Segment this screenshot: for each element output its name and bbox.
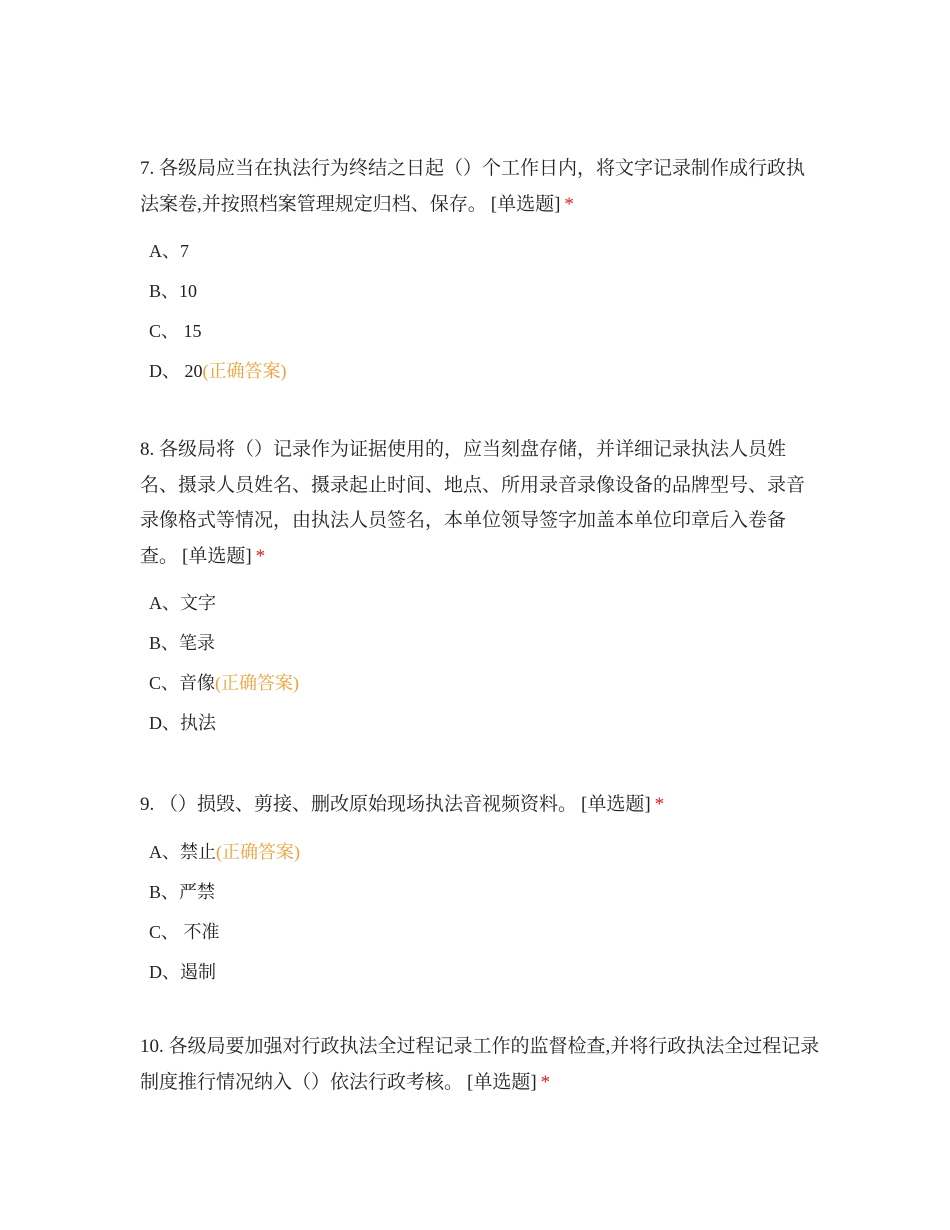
question-9-text — [140, 787, 820, 823]
option-7b[interactable] — [140, 271, 820, 311]
question-7-text — [140, 151, 820, 222]
question-9-options — [140, 832, 820, 992]
option-9d[interactable] — [140, 952, 820, 992]
option-label: B、10 — [149, 281, 198, 301]
question-8-text — [140, 432, 820, 574]
option-label: B、严禁 — [149, 881, 216, 902]
option-label: C、音像 — [149, 673, 216, 693]
option-label: A、文字 — [149, 593, 216, 613]
required-marker: * — [255, 545, 266, 567]
option-9c[interactable] — [140, 912, 820, 952]
question-10-stem: 10. 各级局要加强对行政执法全过程记录工作的监督检查,并将行政执法全过程记录制度推行情况纳入（）依法行政考核。 — [140, 1036, 820, 1093]
option-7c[interactable] — [140, 311, 820, 351]
option-7a[interactable] — [140, 231, 820, 271]
question-8-type: [单选题] — [182, 545, 252, 567]
correct-answer-tag: (正确答案) — [216, 841, 300, 862]
option-label: D、 20 — [149, 361, 203, 381]
option-8b[interactable] — [140, 623, 820, 663]
question-7-stem: 7. 各级局应当在执法行为终结之日起（）个工作日内，将文字记录制作成行政执法案卷,并按照档案管理规定归档、保存。 — [140, 158, 806, 215]
option-label: B、笔录 — [149, 633, 216, 653]
option-8c[interactable] — [140, 663, 820, 703]
option-9b[interactable] — [140, 872, 820, 912]
option-label: A、禁止 — [149, 841, 216, 862]
option-9a[interactable] — [140, 832, 820, 872]
question-8-options — [140, 583, 820, 743]
option-label: D、遏制 — [149, 961, 216, 982]
question-10 — [140, 1029, 820, 1100]
question-9 — [140, 787, 820, 992]
question-7 — [140, 151, 820, 391]
question-8-stem: 8. 各级局将（）记录作为证据使用的，应当刻盘存储，并详细记录执法人员姓名、摄录人员姓名、摄录起止时间、地点、所用录音录像设备的品牌型号、录音录像格式等情况，由执法人员签名，本单位领导签字加盖本单位印章后入卷备查。 — [140, 439, 806, 567]
required-marker: * — [540, 1071, 551, 1093]
question-8 — [140, 432, 820, 743]
option-label: A、7 — [149, 241, 189, 261]
option-label: D、执法 — [149, 713, 216, 733]
question-10-text — [140, 1029, 820, 1100]
option-8d[interactable] — [140, 703, 820, 743]
required-marker: * — [564, 193, 574, 215]
option-7d[interactable] — [140, 351, 820, 391]
question-9-type: [单选题] — [581, 794, 651, 815]
option-8a[interactable] — [140, 583, 820, 623]
question-9-stem: 9. （）损毁、剪接、删改原始现场执法音视频资料。 — [140, 794, 578, 815]
required-marker: * — [654, 794, 665, 815]
option-label: C、 不准 — [149, 921, 220, 942]
option-label: C、 15 — [149, 321, 202, 341]
question-7-options — [140, 231, 820, 391]
correct-answer-tag: (正确答案) — [215, 673, 300, 693]
correct-answer-tag: (正确答案) — [202, 361, 287, 381]
question-10-type: [单选题] — [467, 1071, 537, 1093]
question-7-type: [单选题] — [490, 193, 561, 215]
